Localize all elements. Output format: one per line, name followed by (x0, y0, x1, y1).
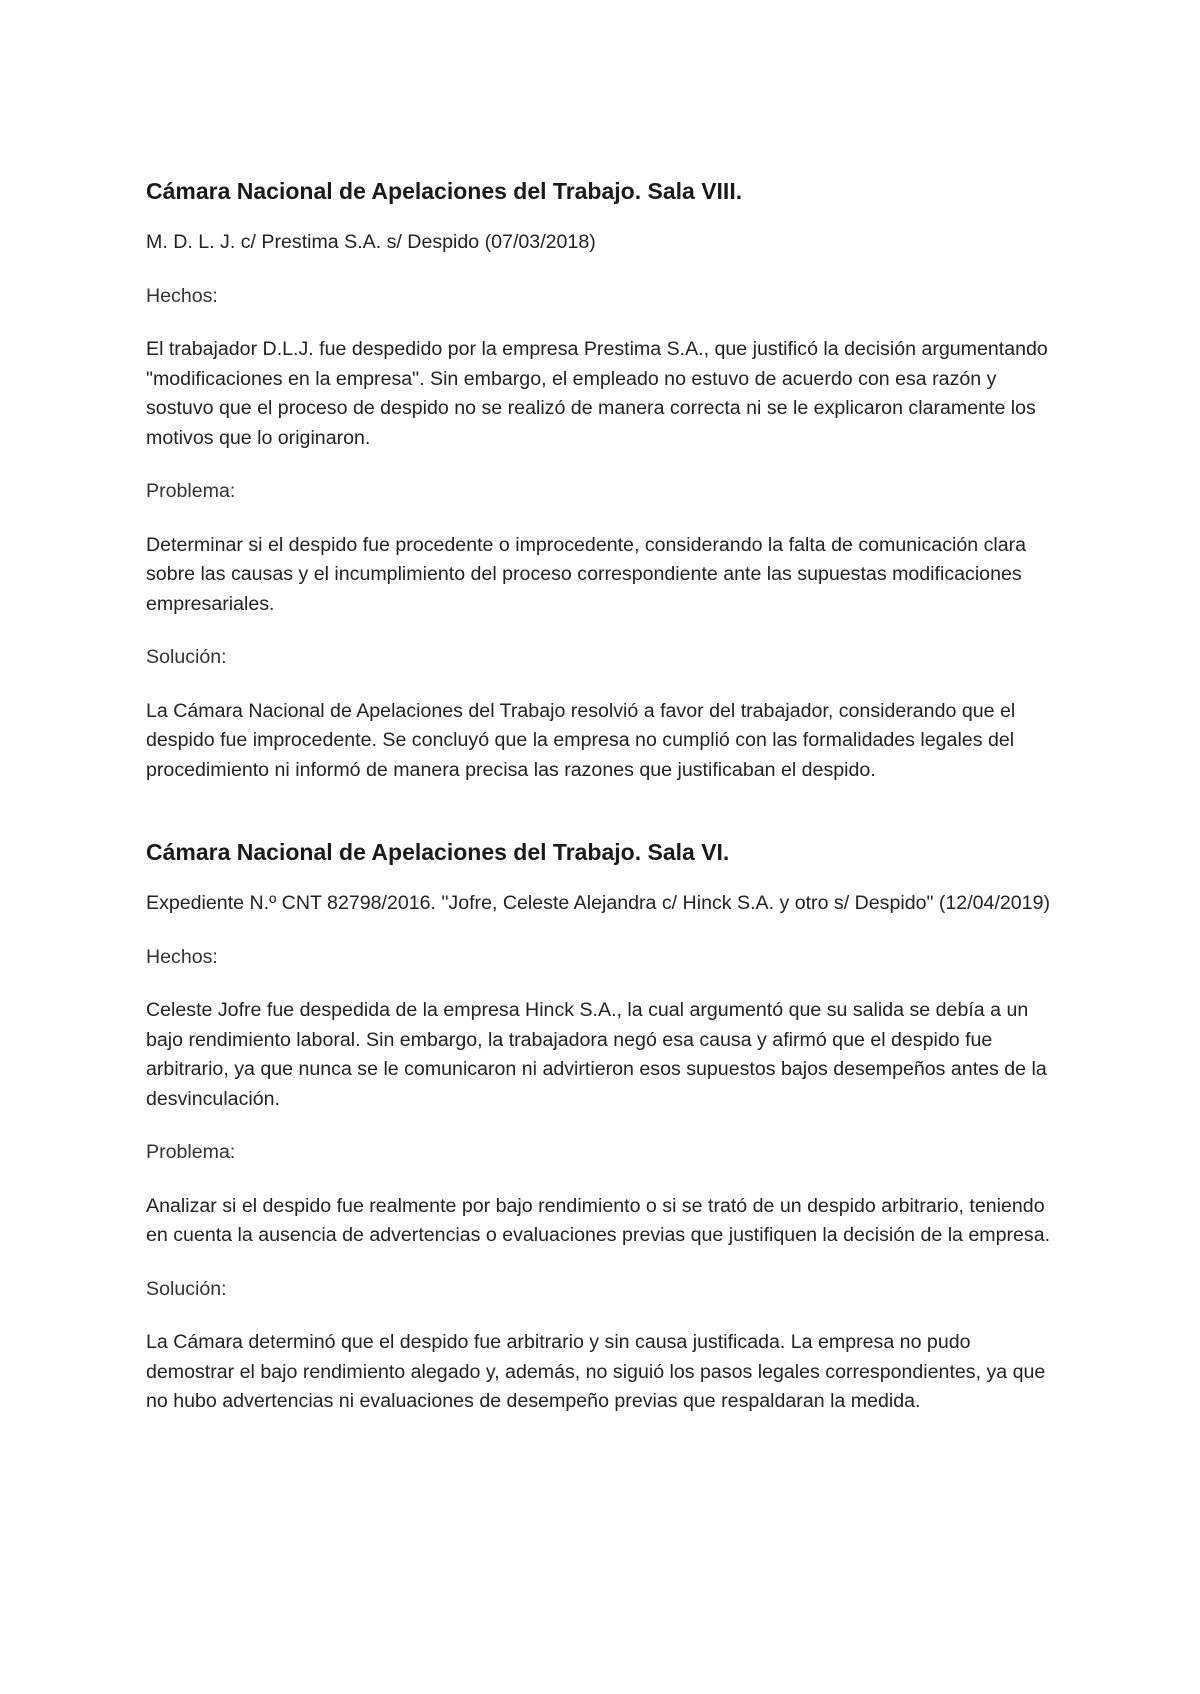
solution-label: Solución: (146, 1277, 227, 1300)
case-sala-viii (146, 176, 1064, 785)
case-caption: Expediente N.º CNT 82798/2016. "Jofre, Celeste Alejandra c/ Hinck S.A. y otro s/ Despido" (12/04/2019) (146, 892, 1051, 914)
problem-label: Problema: (146, 1141, 236, 1163)
case-caption: M. D. L. J. c/ Prestima S.A. s/ Despido (07/03/2018) (146, 231, 596, 253)
solution-text: La Cámara determinó que el despido fue arbitrario y sin causa justificada. La empresa no pudo demostrar el bajo rendimiento alegado y, además, no siguió los pasos legales correspondientes, ya que no hubo advertencias ni evaluaciones de desempeño previas que respaldaran la medida. (146, 1331, 1046, 1412)
facts-label: Hechos: (146, 284, 218, 307)
case-title: Cámara Nacional de Apelaciones del Trabajo. Sala VI. (146, 839, 730, 865)
problem-text: Determinar si el despido fue procedente o improcedente, considerando la falta de comunicación clara sobre las causas y el incumplimiento del proceso correspondiente ante las supuestas modificaciones empresariales. (146, 533, 1027, 615)
case-title: Cámara Nacional de Apelaciones del Trabajo. Sala VIII. (146, 178, 743, 204)
facts-label: Hechos: (146, 945, 218, 968)
solution-label: Solución: (146, 646, 227, 668)
facts-text: Celeste Jofre fue despedida de la empresa Hinck S.A., la cual argumentó que su salida se debía a un bajo rendimiento laboral. Sin embargo, la trabajadora negó esa causa y afirmó que el despido fue arbitrario, ya que nunca se le comunicaron ni advirtieron esos supuestos bajos desempeños antes de la desvinculación. (146, 999, 1047, 1110)
problem-label: Problema: (146, 480, 236, 502)
solution-text: La Cámara Nacional de Apelaciones del Trabajo resolvió a favor del trabajador, considerando que el despido fue improcedente. Se concluyó que la empresa no cumplió con las formalidades legales del procedimiento ni informó de manera precisa las razones que justificaban el despido. (146, 699, 1016, 781)
facts-text: El trabajador D.L.J. fue despedido por la empresa Prestima S.A., que justificó la decisión argumentando "modificaciones en la empresa". Sin embargo, el empleado no estuvo de acuerdo con esa razón y sostuvo que el proceso de despido no se realizó de manera correcta ni se le explicaron claramente los motivos que lo originaron. (146, 338, 1048, 449)
problem-text: Analizar si el despido fue realmente por bajo rendimiento o si se trató de un despido arbitrario, teniendo en cuenta la ausencia de advertencias o evaluaciones previas que justifiquen la decisión de la empresa. (146, 1194, 1051, 1246)
case-sala-vi (146, 837, 1064, 1417)
